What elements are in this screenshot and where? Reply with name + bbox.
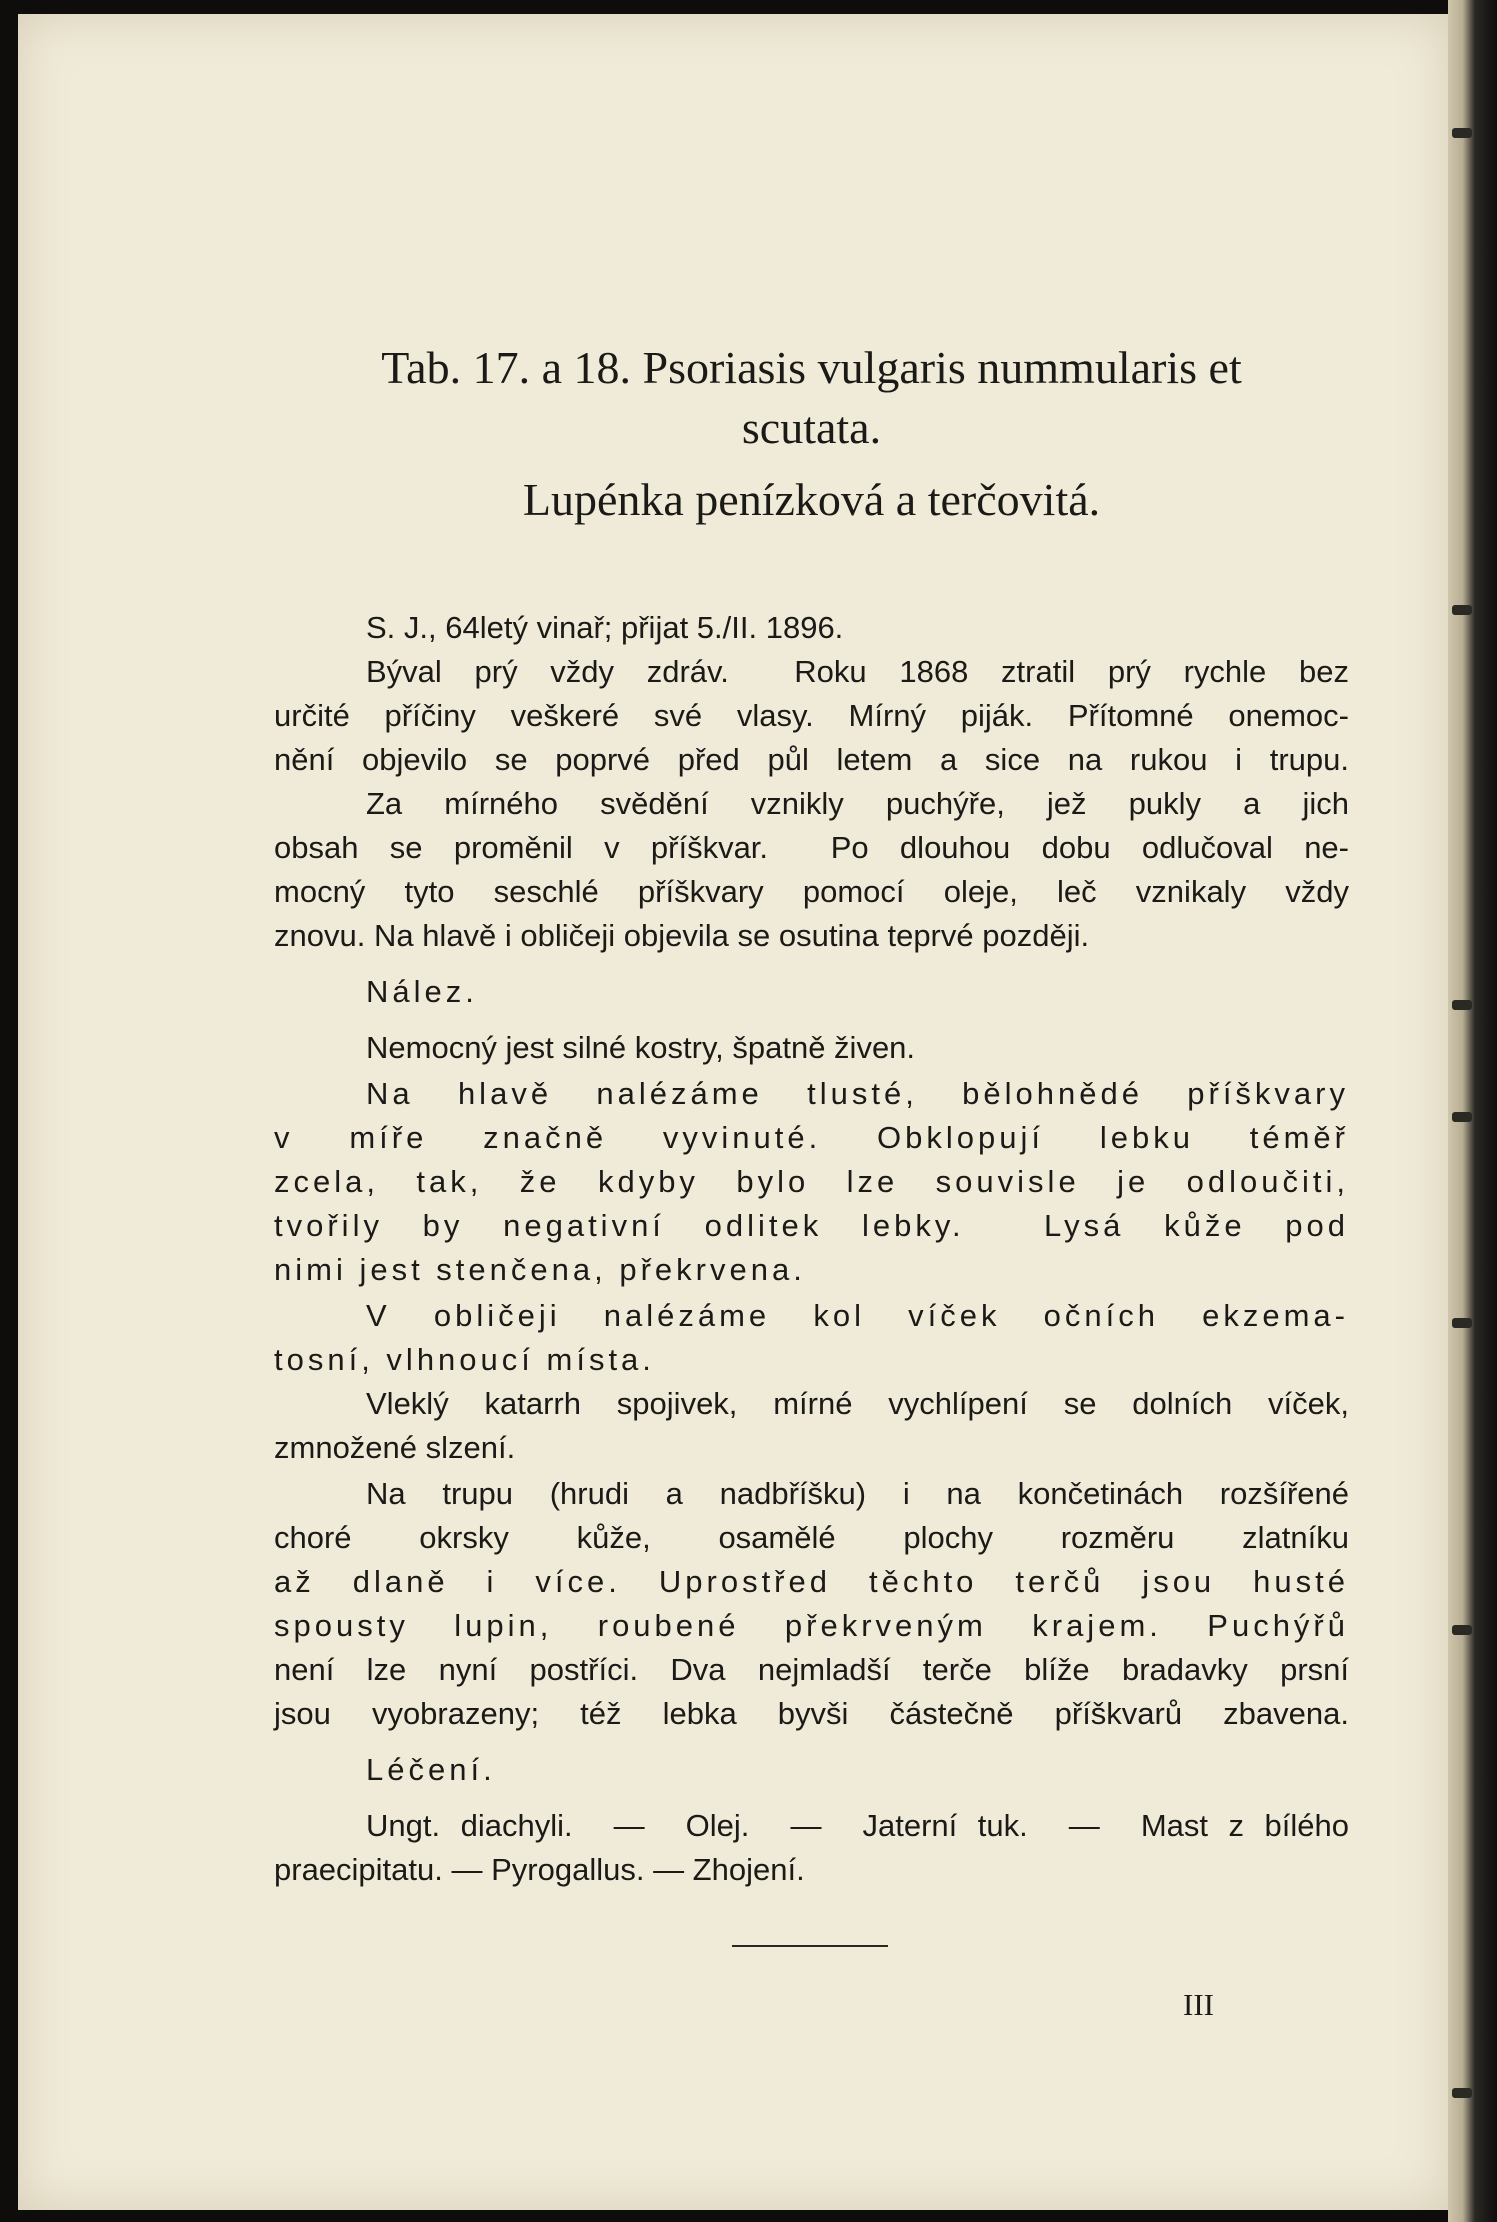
- edge-mark: [1452, 128, 1472, 138]
- finding-line: V obličeji nalézáme kol víček očních ekzema-: [366, 1298, 1349, 1333]
- edge-mark: [1452, 1000, 1472, 1010]
- finding-line: v míře značně vyvinuté. Obklopují lebku téměř: [274, 1120, 1349, 1155]
- finding-line: zmnožené slzení.: [274, 1430, 516, 1465]
- finding-line: choré okrsky kůže, osamělé plochy rozměru zlatníku: [274, 1520, 1349, 1555]
- history-line: obsah se proměnil v příškvar. Po dlouhou dobu odlučoval ne-: [274, 830, 1349, 865]
- page-number: III: [1183, 1987, 1214, 2022]
- history-line: Za mírného svědění vznikly puchýře, jež pukly a jich: [366, 786, 1349, 821]
- history-line: Býval prý vždy zdráv. Roku 1868 ztratil prý rychle bez: [366, 654, 1349, 689]
- history-line: určité příčiny veškeré své vlasy. Mírný piják. Přítomné onemoc-: [274, 698, 1349, 733]
- title-line-2: scutata.: [741, 402, 882, 453]
- finding-line: jsou vyobrazeny; též lebka byvši částečně příškvarů zbavena.: [274, 1696, 1349, 1731]
- section-rule: [732, 1945, 888, 1947]
- edge-mark: [1452, 1112, 1472, 1122]
- title-line-1: Tab. 17. a 18. Psoriasis vulgaris nummularis et: [381, 342, 1242, 393]
- history-line: nění objevilo se poprvé před půl letem a sice na rukou i trupu.: [274, 742, 1349, 777]
- finding-line: tvořily by negativní odlitek lebky. Lysá kůže pod: [274, 1208, 1349, 1243]
- edge-mark: [1452, 605, 1472, 615]
- edge-mark: [1452, 1625, 1472, 1635]
- treatment-line: Ungt. diachyli. — Olej. — Jaterní tuk. — Mast z bílého: [366, 1808, 1349, 1843]
- subtitle: Lupénka penízková a terčovitá.: [522, 474, 1101, 525]
- finding-line: spousty lupin, roubené překrveným krajem. Puchýřů: [274, 1608, 1349, 1643]
- finding-line: není lze nyní postříci. Dva nejmladší terče blíže bradavky prsní: [274, 1652, 1349, 1687]
- treatment-heading: Léčení.: [366, 1752, 496, 1787]
- finding-line: Nemocný jest silné kostry, špatně živen.: [366, 1030, 916, 1065]
- history-line: mocný tyto seschlé příškvary pomocí oleje, leč vznikaly vždy: [274, 874, 1349, 909]
- finding-line: až dlaně i více. Uprostřed těchto terčů jsou husté: [274, 1564, 1349, 1599]
- finding-heading: Nález.: [366, 974, 478, 1009]
- finding-line: zcela, tak, že kdyby bylo lze souvisle je odloučiti,: [274, 1164, 1349, 1199]
- treatment-line: praecipitatu. — Pyrogallus. — Zhojení.: [274, 1852, 805, 1887]
- edge-mark: [1452, 1318, 1472, 1328]
- history-line: znovu. Na hlavě i obličeji objevila se osutina teprvé později.: [274, 918, 1090, 953]
- finding-line: Na trupu (hrudi a nadbříšku) i na končetinách rozšířené: [366, 1476, 1349, 1511]
- page-edge: [1448, 0, 1497, 2222]
- finding-line: Vleklý katarrh spojivek, mírné vychlípení se dolních víček,: [366, 1386, 1349, 1421]
- case-header: S. J., 64letý vinař; přijat 5./II. 1896.: [366, 610, 844, 645]
- finding-line: nimi jest stenčena, překrvena.: [274, 1252, 806, 1287]
- finding-line: Na hlavě nalézáme tlusté, bělohnědé příškvary: [366, 1076, 1349, 1111]
- finding-line: tosní, vlhnoucí místa.: [274, 1342, 655, 1377]
- edge-mark: [1452, 2088, 1472, 2098]
